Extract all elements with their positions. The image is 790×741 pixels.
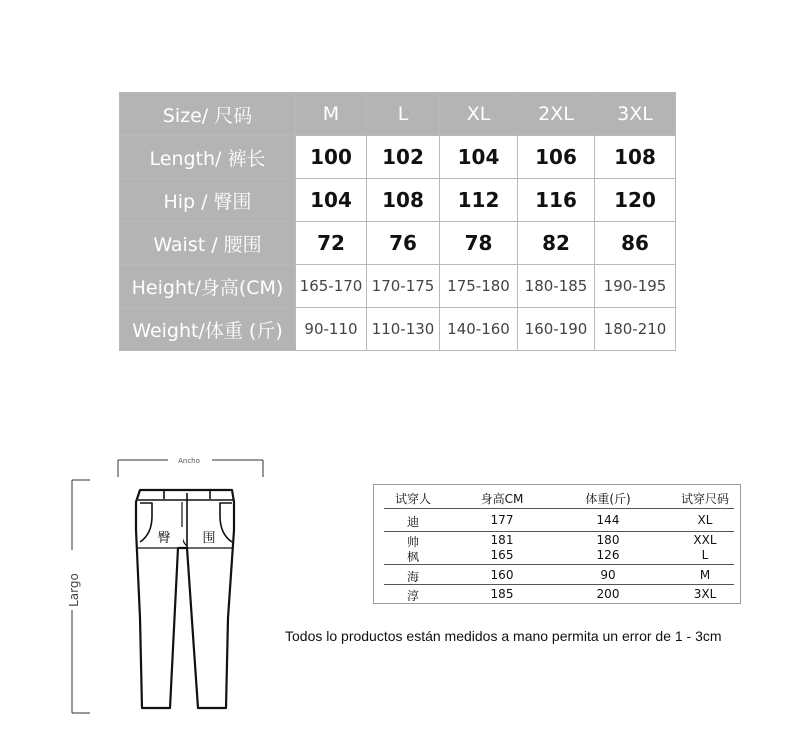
table-cell: M (699, 568, 711, 582)
table-cell: 140-160 (440, 308, 518, 351)
column-header: 身高CM (480, 492, 524, 506)
pants-measurement-diagram (60, 450, 290, 730)
table-cell: 110-130 (367, 308, 440, 351)
table-cell: 90 (600, 568, 616, 582)
table-cell: 淳 (406, 589, 419, 603)
table-cell: 180-210 (595, 308, 676, 351)
table-cell: 181 (490, 533, 514, 547)
table-cell: 180-185 (518, 265, 595, 308)
row-label: Height/身高(CM) (120, 265, 296, 308)
pants-outline (136, 490, 234, 708)
model-fit-table (373, 484, 741, 604)
table-cell: 76 (367, 222, 440, 265)
table-cell: 112 (440, 179, 518, 222)
divider (384, 564, 734, 565)
table-cell: 108 (367, 179, 440, 222)
table-cell: 100 (296, 136, 367, 179)
table-cell: 170-175 (367, 265, 440, 308)
table-row (384, 548, 734, 563)
row-label: Hip / 臀围 (120, 179, 296, 222)
column-header: 试穿尺码 (680, 492, 729, 506)
table-cell: 185 (490, 587, 514, 601)
size-header-row (120, 93, 676, 136)
hip-label-right: 围 (202, 531, 216, 546)
table-cell: 72 (296, 222, 367, 265)
table-cell: 165-170 (296, 265, 367, 308)
divider (384, 531, 734, 532)
table-row (384, 568, 734, 583)
size-col-xl: XL (440, 93, 518, 136)
size-row-weight (120, 308, 676, 351)
table-cell: 迪 (406, 515, 419, 529)
size-chart-table (119, 92, 676, 351)
table-cell: XXL (693, 533, 717, 547)
width-label: Ancho (178, 457, 200, 465)
table-row (384, 587, 734, 602)
table-row (384, 513, 734, 529)
size-row-height (120, 265, 676, 308)
row-label: Waist / 腰围 (120, 222, 296, 265)
column-header: 体重(斤) (585, 492, 631, 506)
table-cell: 160 (490, 568, 514, 582)
table-cell: 120 (595, 179, 676, 222)
size-col-3xl: 3XL (595, 93, 676, 136)
table-cell: 144 (596, 513, 620, 527)
divider (384, 508, 734, 509)
hip-label-left: 臀 (157, 531, 171, 546)
size-row-waist (120, 222, 676, 265)
row-label: Length/ 裤长 (120, 136, 296, 179)
table-cell: 177 (490, 513, 514, 527)
column-header: 试穿人 (394, 492, 431, 506)
table-cell: 116 (518, 179, 595, 222)
table-cell: 160-190 (518, 308, 595, 351)
size-col-2xl: 2XL (518, 93, 595, 136)
table-cell: 175-180 (440, 265, 518, 308)
table-cell: 104 (296, 179, 367, 222)
size-row-hip (120, 179, 676, 222)
table-cell: 90-110 (296, 308, 367, 351)
table-cell: 106 (518, 136, 595, 179)
size-col-m: M (296, 93, 367, 136)
table-cell: 枫 (406, 550, 419, 564)
table-cell: 帅 (406, 535, 419, 549)
table-cell: 126 (596, 548, 620, 562)
table-cell: 78 (440, 222, 518, 265)
table-cell: 180 (596, 533, 620, 547)
table-cell: 190-195 (595, 265, 676, 308)
model-table-header (384, 490, 734, 508)
measurement-disclaimer: Todos lo productos están medidos a mano permita un error de 1 - 3cm (285, 628, 722, 644)
table-cell: 104 (440, 136, 518, 179)
table-cell: 108 (595, 136, 676, 179)
table-cell: 102 (367, 136, 440, 179)
length-label: Largo (67, 573, 81, 607)
table-row (384, 533, 734, 548)
size-header-label: Size/ 尺码 (120, 93, 296, 136)
row-label: Weight/体重 (斤) (120, 308, 296, 351)
table-cell: 82 (518, 222, 595, 265)
table-cell: L (701, 548, 709, 562)
size-col-l: L (367, 93, 440, 136)
table-cell: 3XL (693, 587, 717, 601)
table-cell: 200 (596, 587, 620, 601)
divider (384, 584, 734, 585)
table-cell: 86 (595, 222, 676, 265)
size-row-length (120, 136, 676, 179)
table-cell: 165 (490, 548, 514, 562)
table-cell: XL (697, 513, 713, 527)
table-cell: 海 (406, 570, 419, 584)
